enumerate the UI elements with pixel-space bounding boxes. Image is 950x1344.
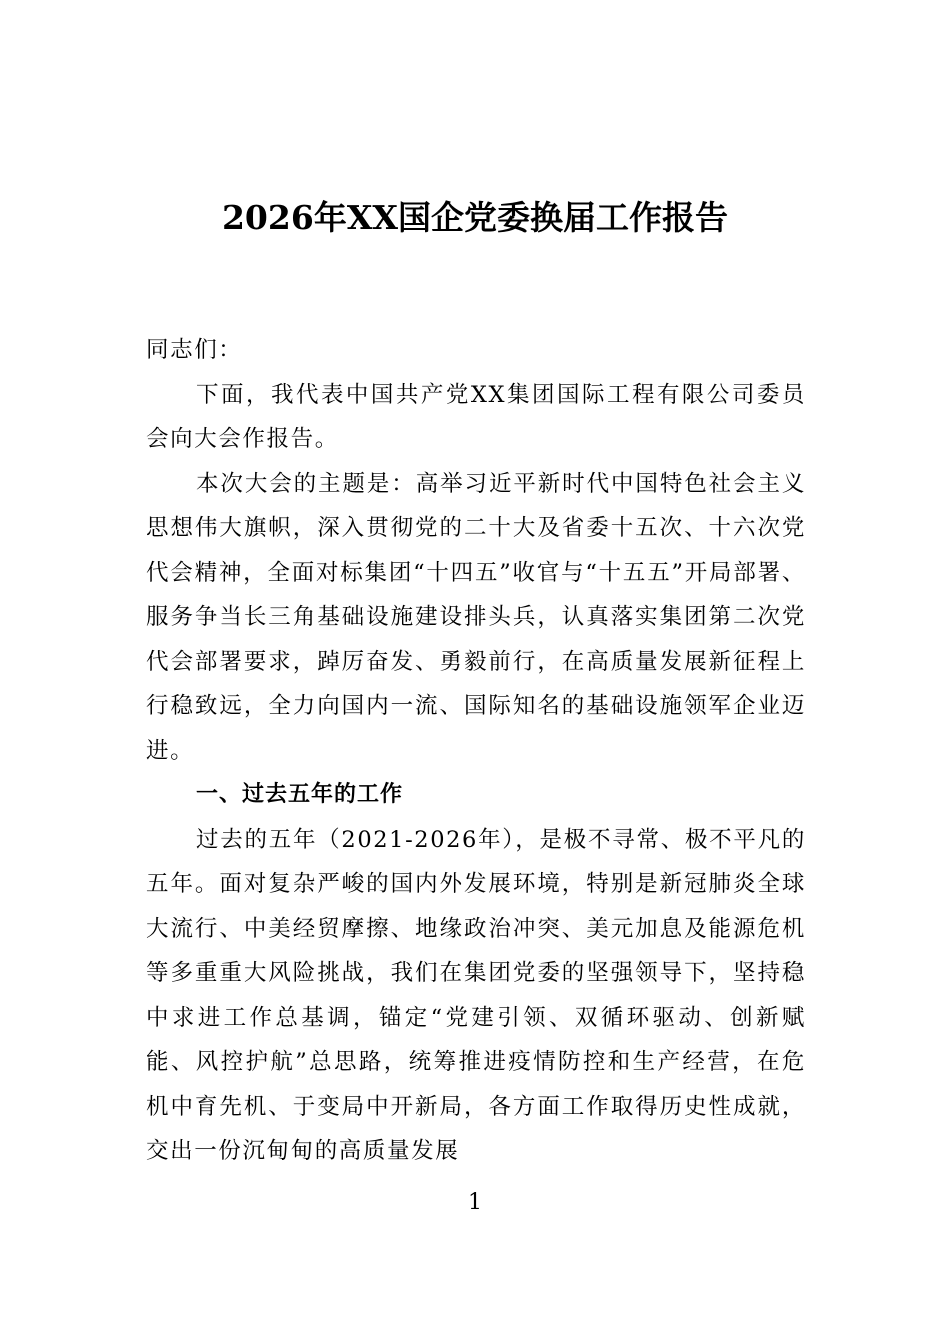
- body-paragraph-2: 本次大会的主题是：高举习近平新时代中国特色社会主义思想伟大旗帜，深入贯彻党的二十大及省委十五次、十六次党代会精神，全面对标集团“十四五”收官与“十五五”开局部署、服务争当长三角基础设施建设排头兵，认真落实集团第二次党代会部署要求，踔厉奋发、勇毅前行，在高质量发展新征程上行稳致远，全力向国内一流、国际知名的基础设施领军企业迈进。: [146, 470, 806, 764]
- document-body: [146, 328, 806, 1174]
- section-paragraph: 过去的五年（2021-2026年），是极不寻常、极不平凡的五年。面对复杂严峻的国内外发展环境，特别是新冠肺炎全球大流行、中美经贸摩擦、地缘政治冲突、美元加息及能源危机等多重重大风险挑战，我们在集团党委的坚强领导下，坚持稳中求进工作总基调，锚定“党建引领、双循环驱动、创新赋能、风控护航”总思路，统筹推进疫情防控和生产经营，在危机中育先机、于变局中开新局，各方面工作取得历史性成就，交出一份沉甸甸的高质量发展: [146, 826, 806, 1164]
- page-number: 1: [468, 1190, 482, 1215]
- salutation: 同志们：: [146, 337, 243, 363]
- body-paragraph-1: 下面，我代表中国共产党XX集团国际工程有限公司委员会向大会作报告。: [146, 381, 806, 452]
- document-title: 2026年XX国企党委换届工作报告: [221, 198, 729, 237]
- section-heading: 一、过去五年的工作: [196, 782, 404, 807]
